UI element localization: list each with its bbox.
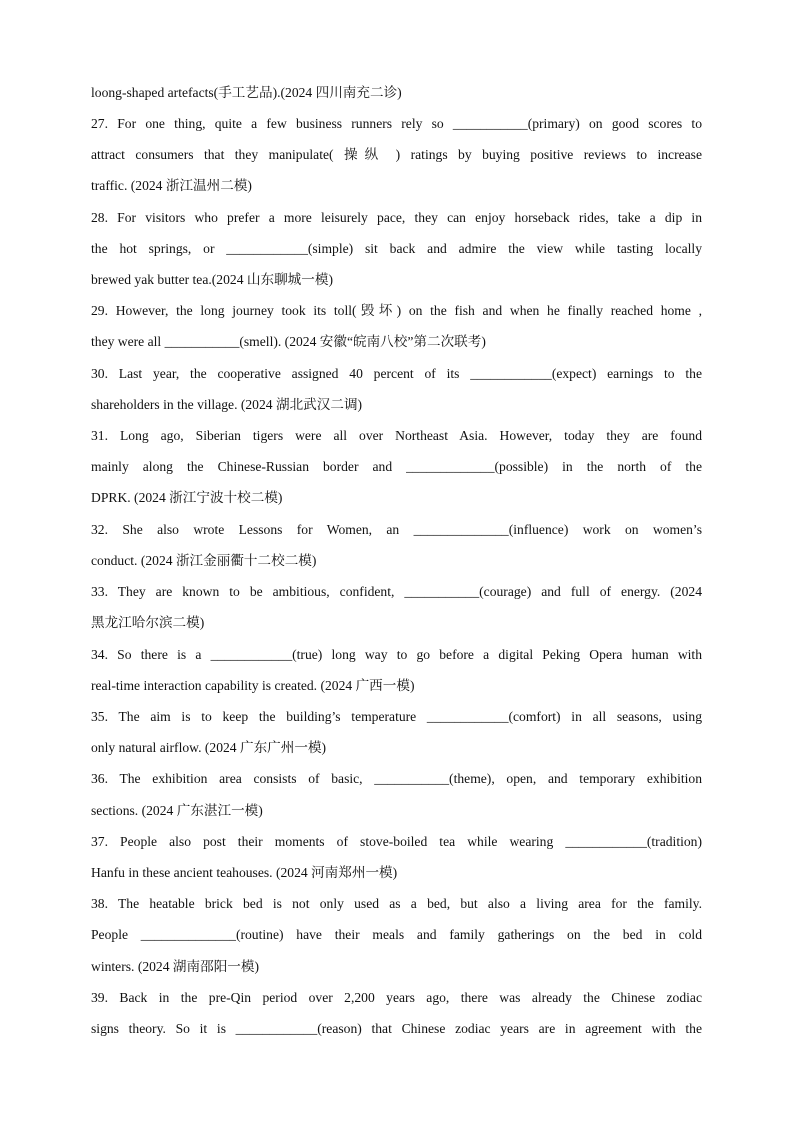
question-37-line-1: 37. People also post their moments of stove-boiled tea while wearing ____________(tradition): [91, 834, 702, 849]
question-32-line-2: conduct. (2024 浙江金丽衢十二校二模): [91, 553, 317, 568]
question-28-line-3: brewed yak butter tea.(2024 山东聊城一模): [91, 272, 333, 287]
question-37-line-2: Hanfu in these ancient teahouses. (2024 河南郑州一模): [91, 865, 398, 880]
question-27-line-2: attract consumers that they manipulate( 操纵 ) ratings by buying positive reviews to increase: [91, 147, 702, 162]
question-38-line-1: 38. The heatable brick bed is not only used as a bed, but also a living area for the family.: [91, 896, 702, 911]
question-28-line-2: the hot springs, or ____________(simple) sit back and admire the view while tasting locally: [91, 241, 702, 256]
question-35-line-1: 35. The aim is to keep the building’s temperature ____________(comfort) in all seasons, using: [91, 709, 702, 724]
question-36-line-2: sections. (2024 广东湛江一模): [91, 803, 263, 818]
text-line: loong-shaped artefacts(手工艺品).(2024 四川南充二诊): [91, 85, 402, 100]
question-34-line-1: 34. So there is a ____________(true) long way to go before a digital Peking Opera human with: [91, 647, 702, 662]
question-34-line-2: real-time interaction capability is created. (2024 广西一模): [91, 678, 415, 693]
question-39-line-1: 39. Back in the pre-Qin period over 2,200 years ago, there was already the Chinese zodiac: [91, 990, 702, 1005]
question-28-line-1: 28. For visitors who prefer a more leisurely pace, they can enjoy horseback rides, take a dip in: [91, 210, 702, 225]
question-30-line-2: shareholders in the village. (2024 湖北武汉二调): [91, 397, 363, 412]
question-29-line-2: they were all ___________(smell). (2024 安徽“皖南八校”第二次联考): [91, 334, 486, 349]
question-33-line-1: 33. They are known to be ambitious, confident, ___________(courage) and full of energy. (2024: [91, 584, 702, 599]
question-31-line-1: 31. Long ago, Siberian tigers were all over Northeast Asia. However, today they are found: [91, 428, 702, 443]
question-35-line-2: only natural airflow. (2024 广东广州一模): [91, 740, 327, 755]
question-31-line-2: mainly along the Chinese-Russian border and _____________(possible) in the north of the: [91, 459, 702, 474]
question-27-line-1: 27. For one thing, quite a few business runners rely so ___________(primary) on good scores to: [91, 116, 702, 131]
question-32-line-1: 32. She also wrote Lessons for Women, an ______________(influence) work on women’s: [91, 522, 702, 537]
question-33-line-2: 黑龙江哈尔滨二模): [91, 615, 205, 630]
question-30-line-1: 30. Last year, the cooperative assigned 40 percent of its ____________(expect) earnings to the: [91, 366, 702, 381]
question-39-line-2: signs theory. So it is ____________(reason) that Chinese zodiac years are in agreement with the: [91, 1021, 702, 1036]
question-38-line-3: winters. (2024 湖南邵阳一模): [91, 959, 260, 974]
question-36-line-1: 36. The exhibition area consists of basic, ___________(theme), open, and temporary exhibition: [91, 771, 702, 786]
question-27-line-3: traffic. (2024 浙江温州二模): [91, 178, 252, 193]
question-29-line-1: 29. However, the long journey took its toll(毁坏) on the fish and when he finally reached home ,: [91, 303, 702, 318]
question-31-line-3: DPRK. (2024 浙江宁波十校二模): [91, 490, 283, 505]
question-38-line-2: People ______________(routine) have their meals and family gatherings on the bed in cold: [91, 927, 702, 942]
